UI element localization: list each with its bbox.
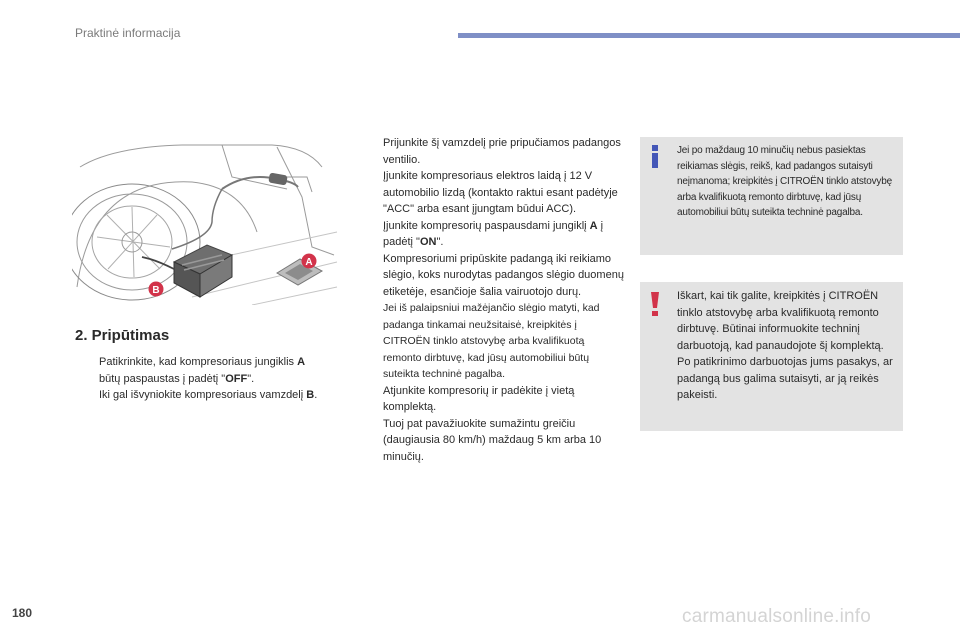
steps-list-column-1 bbox=[75, 354, 345, 404]
list-item bbox=[362, 168, 624, 218]
list-item bbox=[75, 387, 345, 404]
list-item-note-text: Jei iš palaipsniui mažėjančio slėgio matyti, kad padanga tinkamai neužsitaisė, kreipkitės į CITROËN tinklo atstovybę arba kvalifikuotą remonto dirbtuvę, kad jūsų automobiliui būtų suteikta techninė pagalba. bbox=[383, 302, 600, 380]
warning-box bbox=[640, 282, 903, 431]
page-header-title: Praktinė informacija bbox=[75, 26, 181, 40]
warning-text: Iškart, kai tik galite, kreipkitės į CITROËN tinklo atstovybę arba kvalifikuotą remonto dirbtuvę. Būtinai informuokite techninį darbuotoją, kad panaudojote šį komplektą. Po patikrinimo darbuotojas jums pasakys, ar padangą bus galima sutaisyti, ar ją reikės pakeisti. bbox=[677, 290, 893, 401]
watermark: carmanualsonline.info bbox=[682, 606, 872, 627]
list-item bbox=[75, 354, 345, 387]
list-item-text: Kompresoriumi pripūskite padangą iki reikiamo slėgio, koks nurodytas padangos slėgio duomenų etiketėje, esančioje šalia vairuotojo durų. bbox=[383, 252, 624, 298]
info-box bbox=[640, 137, 903, 255]
list-item-bold: B bbox=[306, 389, 315, 401]
list-item-text: Įjunkite kompresorių paspausdami jungiklį bbox=[383, 219, 590, 232]
list-item-text: . bbox=[314, 389, 318, 401]
list-item bbox=[362, 383, 624, 416]
info-icon bbox=[646, 143, 664, 171]
list-item-text: Patikrinkite, kad kompresoriaus jungiklis bbox=[99, 356, 298, 368]
list-item-bold: A bbox=[589, 219, 598, 232]
list-item-text: ". bbox=[247, 372, 255, 385]
page-number: 180 bbox=[12, 606, 33, 620]
list-item-bold: ON bbox=[419, 236, 437, 248]
header-accent-bar bbox=[458, 33, 960, 38]
list-item-bold: OFF bbox=[225, 372, 248, 385]
list-item-text: Tuoj pat pavažiuokite sumažintu greičiu (daugiausia 80 km/h) maždaug 5 km arba 10 minučių. bbox=[383, 417, 602, 463]
section-title: 2. Pripūtimas bbox=[75, 327, 170, 344]
list-item-text: būtų paspaustas į padėtį " bbox=[99, 372, 226, 385]
list-item-text: į padėtį " bbox=[383, 219, 604, 248]
list-item bbox=[362, 416, 624, 466]
compressor-illustration bbox=[72, 137, 342, 305]
list-item bbox=[362, 218, 624, 251]
marker-b-label: B bbox=[152, 285, 160, 296]
list-item-bold: A bbox=[297, 356, 306, 368]
steps-list-column-2 bbox=[362, 135, 624, 465]
list-item bbox=[362, 251, 624, 301]
list-item bbox=[362, 135, 624, 168]
list-item-text: ". bbox=[436, 236, 444, 248]
list-item-text: Prijunkite šį vamzdelį prie pripučiamos padangos ventilio. bbox=[383, 137, 621, 166]
list-item-note bbox=[362, 300, 624, 383]
marker-a-label: A bbox=[305, 257, 313, 268]
exclamation-icon bbox=[647, 290, 663, 318]
info-text: Jei po maždaug 10 minučių nebus pasiektas reikiamas slėgis, reikš, kad padangos sutaisyti neįmanoma; kreipkitės į CITROËN tinklo atstovybę arba kvalifikuotą remonto dirbtuvę, kad jūsų automobiliui būtų suteikta techninė pagalba. bbox=[677, 145, 892, 218]
list-item-text: Atjunkite kompresorių ir padėkite į vietą komplektą. bbox=[383, 384, 575, 413]
list-item-text: Iki gal išvyniokite kompresoriaus vamzdelį bbox=[99, 389, 307, 401]
list-item-text: Įjunkite kompresoriaus elektros laidą į 12 V automobilio lizdą (kontakto raktui esant padėtyje "ACC" arba esant įjungtam būdui ACC). bbox=[383, 170, 618, 215]
